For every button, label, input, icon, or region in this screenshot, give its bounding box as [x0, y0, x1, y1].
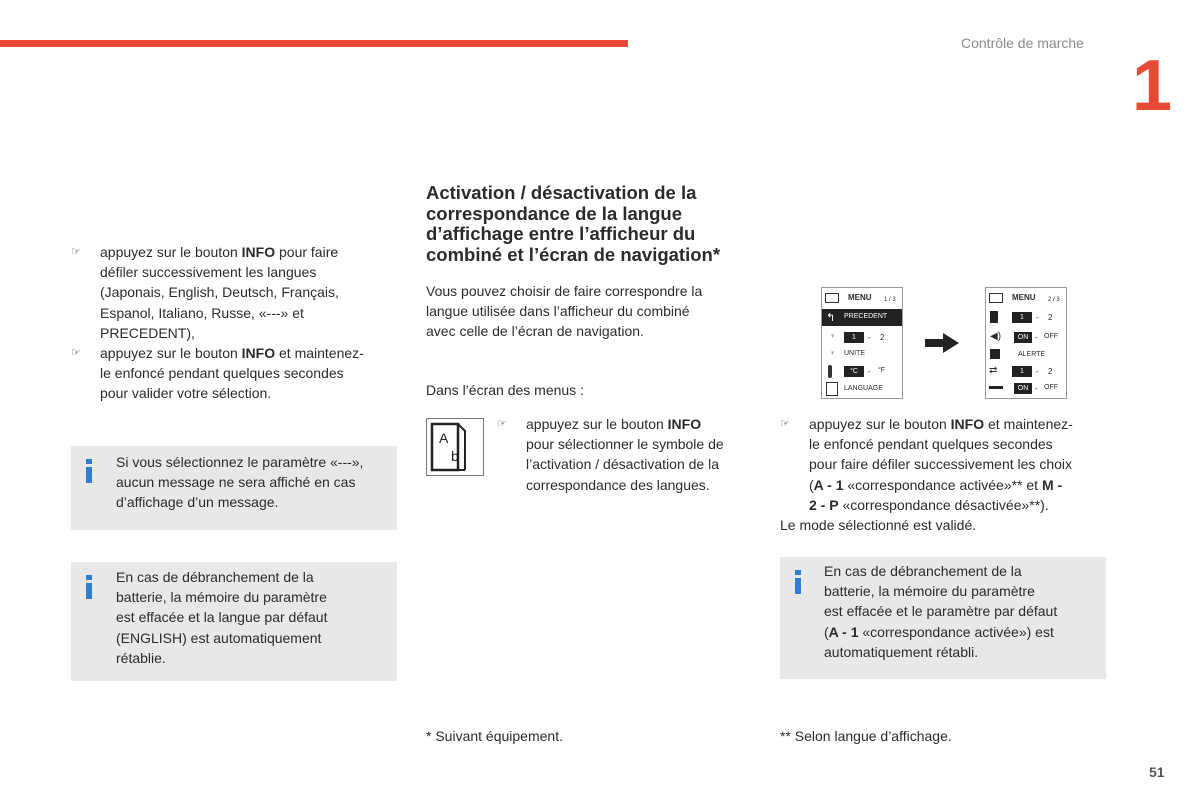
- screen-value: 2: [1048, 313, 1053, 322]
- bullet-text: le enfoncé pendant quelques secondes: [809, 436, 1053, 453]
- screen-value: °C: [844, 366, 864, 377]
- screen-option: UNITE: [844, 350, 865, 357]
- language-match-symbol-icon: [426, 418, 484, 476]
- info-text: d’affichage d’un message.: [116, 494, 279, 511]
- screen-option: ALERTE: [1018, 351, 1046, 358]
- alert-icon: [990, 349, 1000, 359]
- bullet-text: Espanol, Italiano, Russe, «---» et: [100, 304, 304, 321]
- info-text: rétablie.: [116, 649, 166, 666]
- bullet-item: [497, 414, 757, 495]
- bullet-text: et maintenez-: [275, 345, 364, 362]
- pointing-hand-icon: ☞: [497, 418, 507, 430]
- bullet-text: pour faire: [275, 244, 339, 260]
- speaker-icon: ◀): [990, 331, 1002, 342]
- symbol-letter: b: [451, 448, 459, 464]
- bullet-text: appuyez sur le bouton: [526, 416, 668, 432]
- menu-screen-page-1: MENU 1 / 3 ↰ PRECEDENT ♀ 1 - 2 ♀ UNITE °C - °F LANGUAGE: [821, 287, 903, 399]
- bullet-text: pour faire défiler successivement les choix: [809, 456, 1073, 473]
- bullet-text: appuyez sur le bouton: [100, 345, 242, 362]
- bullet-text: pour sélectionner le symbole de: [526, 436, 724, 453]
- bullet-text: PRECEDENT),: [100, 324, 195, 341]
- screen-value: OFF: [1044, 333, 1058, 340]
- screen-page-indicator: 2 / 3: [1048, 297, 1060, 303]
- pointing-hand-icon: ☞: [780, 418, 790, 430]
- info-text: est effacée et le paramètre par défaut: [824, 603, 1058, 620]
- info-text: En cas de débranchement de la: [824, 563, 1022, 579]
- info-text: est effacée et la langue par défaut: [116, 609, 328, 626]
- header-accent-bar: [0, 40, 628, 47]
- info-text: (ENGLISH) est automatiquement: [116, 629, 322, 646]
- info-text: automatiquement rétabli.: [824, 643, 979, 660]
- symbol-letter: A: [439, 430, 449, 446]
- info-text: batterie, la mémoire du paramètre: [824, 583, 1035, 600]
- bullet-text: le enfoncé pendant quelques secondes: [100, 365, 344, 382]
- bullet-text: «correspondance désactivée»**).: [838, 496, 1049, 513]
- info-button-label: INFO: [241, 244, 276, 260]
- info-icon: [795, 570, 801, 594]
- right-arrow-icon: [925, 333, 959, 358]
- validated-text: Le mode sélectionné est validé.: [780, 517, 977, 534]
- section-title: Contrôle de marche: [961, 35, 1084, 51]
- screen-value: 2: [1048, 367, 1053, 376]
- info-text: En cas de débranchement de la: [116, 569, 314, 585]
- bullet-text: défiler successivement les langues: [100, 264, 317, 281]
- left-instructions: [71, 242, 401, 404]
- info-box: En cas de débranchement de la batterie, la mémoire du paramètre est effacée et le paramètre par défaut (A - 1 «correspondance activée») est automatiquement rétabli.: [780, 557, 1106, 679]
- screen-menu-title: MENU: [848, 293, 872, 302]
- lightbulb-icon: ♀: [830, 333, 836, 340]
- screen-value: 1: [844, 332, 864, 343]
- symbol-instruction: [497, 414, 757, 495]
- lightbulb-icon: ♀: [830, 350, 836, 357]
- bullet-item: [71, 343, 401, 404]
- bullet-item: ☞ appuyez sur le bouton INFO et maintenez- le enfoncé pendant quelques secondes pour faire défiler successivement les choix (A - 1 «correspondance activée»** et M - 2 - P «correspondance désactivée»**).: [780, 414, 1110, 515]
- language-icon: [990, 311, 998, 323]
- info-icon: [86, 575, 92, 599]
- screen-value: 1: [1012, 312, 1032, 323]
- bullet-text: et maintenez-: [984, 416, 1073, 432]
- screen-value: OFF: [1044, 384, 1058, 391]
- info-button-label: INFO: [950, 416, 985, 432]
- right-instructions: [780, 414, 1110, 535]
- key-icon: [989, 386, 1003, 389]
- swap-arrows-icon: ⇄: [989, 365, 998, 376]
- bullet-text: l’activation / désactivation de la: [526, 456, 719, 473]
- menu-screen-page-2: MENU 2 / 3 1 - 2 ◀) ON - OFF ALERTE ⇄ 1 - 2 ON - OFF: [985, 287, 1067, 399]
- info-box: [71, 446, 397, 530]
- footnote: ** Selon langue d’affichage.: [780, 728, 952, 744]
- screen-value: 1: [1012, 366, 1032, 377]
- language-icon: [826, 382, 838, 396]
- mode-code: A - 1: [813, 476, 844, 493]
- screen-row-selected: [822, 309, 902, 326]
- thermometer-icon: [828, 365, 832, 378]
- screen-menu-title: MENU: [1012, 293, 1036, 302]
- screen-value: ON: [1014, 383, 1032, 394]
- info-box: [71, 562, 397, 681]
- bullet-text: appuyez sur le bouton: [100, 244, 242, 260]
- menu-icon: [825, 293, 839, 303]
- bullet-text: «correspondance activée»** et: [843, 476, 1042, 493]
- return-arrow-icon: ↰: [826, 312, 836, 324]
- intro-paragraph: Vous pouvez choisir de faire correspondre la langue utilisée dans l’afficheur du combiné avec celle de l’écran de navigation.: [426, 283, 703, 340]
- mode-code: M -: [1041, 476, 1063, 493]
- info-text: batterie, la mémoire du paramètre: [116, 589, 327, 606]
- mode-code: 2 - P: [809, 496, 839, 513]
- section-heading: Activation / désactivation de la correspondance de la langue d’affichage entre l’afficheur du combiné et l’écran de navigation*: [426, 182, 721, 265]
- screen-option: PRECEDENT: [844, 313, 888, 320]
- screen-value: ON: [1014, 332, 1032, 343]
- info-text: aucun message ne sera affiché en cas: [116, 474, 356, 491]
- pointing-hand-icon: ☞: [71, 246, 81, 258]
- page-number: 51: [1149, 764, 1165, 780]
- footnote: * Suivant équipement.: [426, 728, 563, 744]
- info-icon: [86, 459, 92, 483]
- info-text: «correspondance activée») est: [858, 623, 1054, 640]
- screen-value: 2: [880, 333, 885, 342]
- mode-code: A - 1: [828, 623, 859, 640]
- bullet-item: [71, 242, 401, 343]
- bullet-text: appuyez sur le bouton: [809, 416, 951, 432]
- info-button-label: INFO: [241, 345, 276, 362]
- screen-page-indicator: 1 / 3: [884, 297, 896, 303]
- menu-icon: [989, 293, 1003, 303]
- info-button-label: INFO: [667, 416, 702, 432]
- menus-label: Dans l’écran des menus :: [426, 382, 584, 398]
- bullet-text: pour valider votre sélection.: [100, 385, 272, 402]
- screen-value: °F: [878, 367, 886, 374]
- bullet-text: correspondance des langues.: [526, 476, 710, 493]
- pointing-hand-icon: ☞: [71, 347, 81, 360]
- info-text: Si vous sélectionnez le paramètre «---»,: [116, 454, 364, 470]
- chapter-number: 1: [1132, 46, 1173, 126]
- bullet-text: (Japonais, English, Deutsch, Français,: [100, 284, 339, 301]
- screen-option: LANGUAGE: [844, 385, 883, 392]
